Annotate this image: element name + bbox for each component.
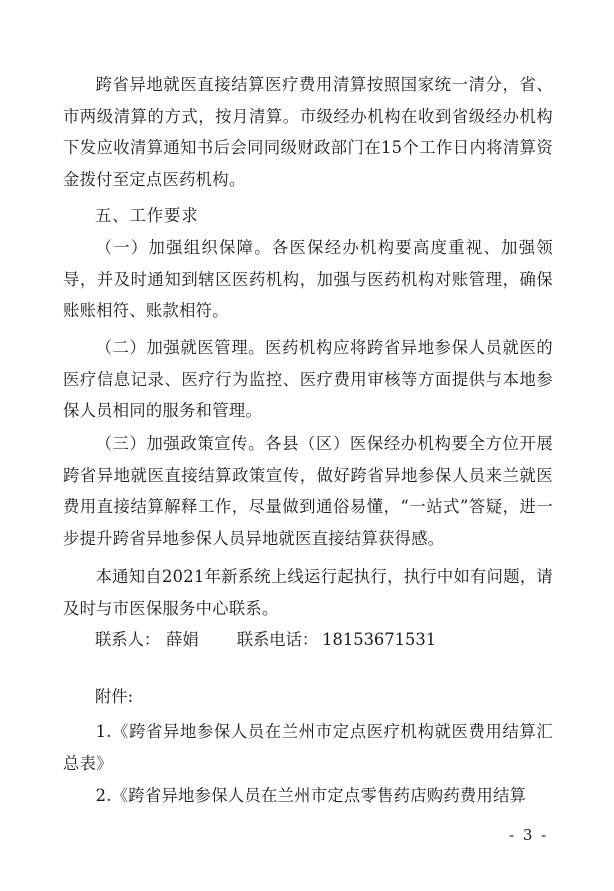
contact-person-name: 薛娟 [166,630,199,649]
settlement-paragraph: 跨省异地就医直接结算医疗费用清算按照国家统一清分，省、市两级清算的方式，按月清算。市级经办机构在收到省级经办机构下发应收清算通知书后会同同级财政部门在15个工作日内将清算资金拨付至定点医药机构。 [63,75,553,189]
contact-phone-label: 联系电话： [236,630,319,649]
attachments-label: 附件: [95,687,134,706]
requirement-medical-management: （二）加强就医管理。医药机构应将跨省异地参保人员就医的医疗信息记录、医疗行为监控、医疗费用审核等方面提供与本地参保人员相同的服务和管理。 [63,338,553,420]
contact-phone-number: 18153671531 [322,630,437,649]
notice-paragraph: 本通知自2021年新系统上线运行起执行，执行中如有问题，请及时与市医保服务中心联系。 [63,567,553,618]
section-heading-work-requirements: 五、工作要求 [95,206,199,225]
attachment-item-1: 1.《跨省异地参保人员在兰州市定点医疗机构就医费用结算汇总表》 [63,722,553,773]
attachment-item-2: 2.《跨省异地参保人员在兰州市定点零售药店购药费用结算 [95,786,527,805]
contact-line [95,624,436,656]
page-number: - 3 - [509,826,549,844]
requirement-organization: （一）加强组织保障。各医保经办机构要高度重视、加强领导，并及时通知到辖区医药机构，加强与医药机构对账管理，确保账账相符、账款相符。 [63,238,553,320]
requirement-policy-promotion: （三）加强政策宣传。各县（区）医保经办机构要全方位开展跨省异地就医直接结算政策宣传，做好跨省异地参保人员来兰就医费用直接结算解释工作，尽量做到通俗易懂，“一站式”答疑，进一步提升跨省异地参保人员异地就医直接结算获得感。 [63,434,553,548]
contact-person-label: 联系人： [95,630,161,649]
